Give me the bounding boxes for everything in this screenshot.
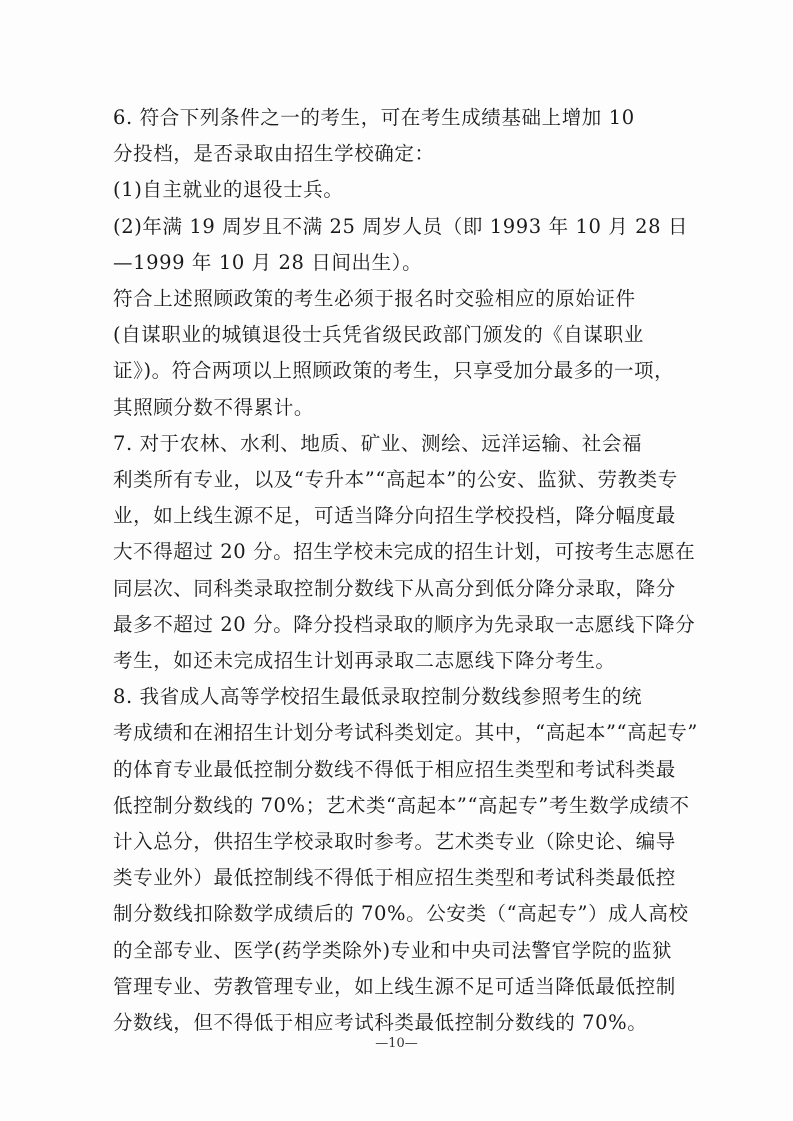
text-line: —1999 年 10 月 28 日间出生）。 [113,251,423,274]
page-number: —10— [375,1036,418,1051]
text-line: 的全部专业、医学(药学类除外)专业和中央司法警官学院的监狱 [113,939,673,962]
text-line: 其照顾分数不得累计。 [113,396,315,419]
text-line: 制分数线扣除数学成绩后的 70%。公安类（“高起专”）成人高校 [113,902,689,925]
text-line: 6. 符合下列条件之一的考生，可在考生成绩基础上增加 10 [113,106,635,129]
text-line: 大不得超过 20 分。招生学校未完成的招生计划，可按考生志愿在 [113,540,696,563]
text-line: (1)自主就业的退役士兵。 [113,178,344,201]
text-line: 低控制分数线的 70%；艺术类“高起本”“高起专”考生数学成绩不 [113,794,690,817]
text-line: 利类所有专业，以及“专升本”“高起本”的公安、监狱、劳教类专 [113,468,678,491]
text-line: (2)年满 19 周岁且不满 25 周岁人员（即 1993 年 10 月 28 日 [113,215,689,238]
text-line: 管理专业、劳教管理专业，如上线生源不足可适当降低最低控制 [113,975,676,998]
text-line: 分数线，但不得低于相应考试科类最低控制分数线的 70%。 [113,1011,648,1034]
text-line: 符合上述照顾政策的考生必须于报名时交验相应的原始证件 [113,287,636,310]
text-line: 类专业外）最低控制线不得低于相应招生类型和考试科类最低控 [113,866,676,889]
text-line: 考生，如还未完成招生计划再录取二志愿线下降分考生。 [113,649,616,672]
text-line: 7. 对于农林、水利、地质、矿业、测绘、远洋运输、社会福 [113,432,643,455]
text-line: 8. 我省成人高等学校招生最低录取控制分数线参照考生的统 [113,685,643,708]
text-line: 最多不超过 20 分。降分投档录取的顺序为先录取一志愿线下降分 [113,613,696,636]
text-line: 业，如上线生源不足，可适当降分向招生学校投档，降分幅度最 [113,504,676,527]
text-line: 同层次、同科类录取控制分数线下从高分到低分降分录取，降分 [113,577,676,600]
text-line: 分投档，是否录取由招生学校确定： [113,142,435,165]
text-line: 考成绩和在湘招生计划分考试科类划定。其中，“高起本”“高起专” [113,721,698,744]
text-line: 证》)。符合两项以上照顾政策的考生，只享受加分最多的一项， [113,359,675,382]
text-line: 计入总分，供招生学校录取时参考。艺术类专业（除史论、编导 [113,830,676,853]
text-line: (自谋职业的城镇退役士兵凭省级民政部门颁发的《自谋职业 [113,323,644,346]
text-line: 的体育专业最低控制分数线不得低于相应招生类型和考试科类最 [113,758,676,781]
